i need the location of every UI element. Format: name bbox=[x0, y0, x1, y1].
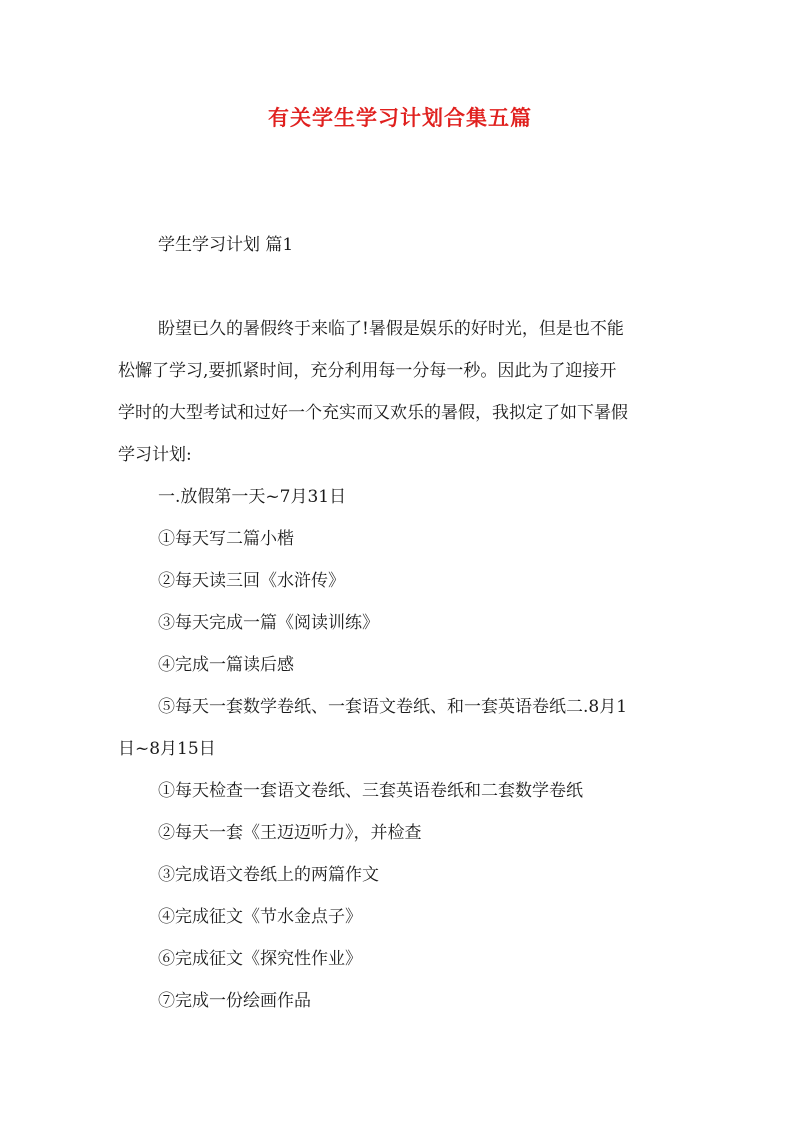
list-item: ⑦完成一份绘画作品 bbox=[158, 991, 311, 1011]
list-item: ②每天读三回《水浒传》 bbox=[158, 571, 345, 591]
list-item-continuation: 日~8月15日 bbox=[118, 739, 216, 759]
list-item: ①每天检查一套语文卷纸、三套英语卷纸和二套数学卷纸 bbox=[158, 781, 583, 801]
paragraph-line: 学时的大型考试和过好一个充实而又欢乐的暑假，我拟定了如下暑假 bbox=[118, 403, 628, 423]
paragraph-line: 松懈了学习,要抓紧时间，充分利用每一分每一秒。因此为了迎接开 bbox=[118, 361, 617, 381]
paragraph-line: 盼望已久的暑假终于来临了!暑假是娱乐的好时光，但是也不能 bbox=[158, 319, 624, 339]
list-item: ③完成语文卷纸上的两篇作文 bbox=[158, 865, 379, 885]
list-item: ③每天完成一篇《阅读训练》 bbox=[158, 613, 379, 633]
list-item: ④完成征文《节水金点子》 bbox=[158, 907, 362, 927]
list-item: ①每天写二篇小楷 bbox=[158, 529, 294, 549]
list-item: ④完成一篇读后感 bbox=[158, 655, 294, 675]
list-item: ⑥完成征文《探究性作业》 bbox=[158, 949, 362, 969]
list-item: ②每天一套《王迈迈听力》，并检查 bbox=[158, 823, 422, 843]
paragraph-line: 学习计划: bbox=[118, 445, 192, 465]
document-title: 有关学生学习计划合集五篇 bbox=[268, 105, 532, 130]
phase-heading: 一.放假第一天~7月31日 bbox=[158, 487, 347, 507]
section-heading: 学生学习计划 篇1 bbox=[158, 235, 294, 255]
list-item: ⑤每天一套数学卷纸、一套语文卷纸、和一套英语卷纸二.8月1 bbox=[158, 697, 628, 717]
